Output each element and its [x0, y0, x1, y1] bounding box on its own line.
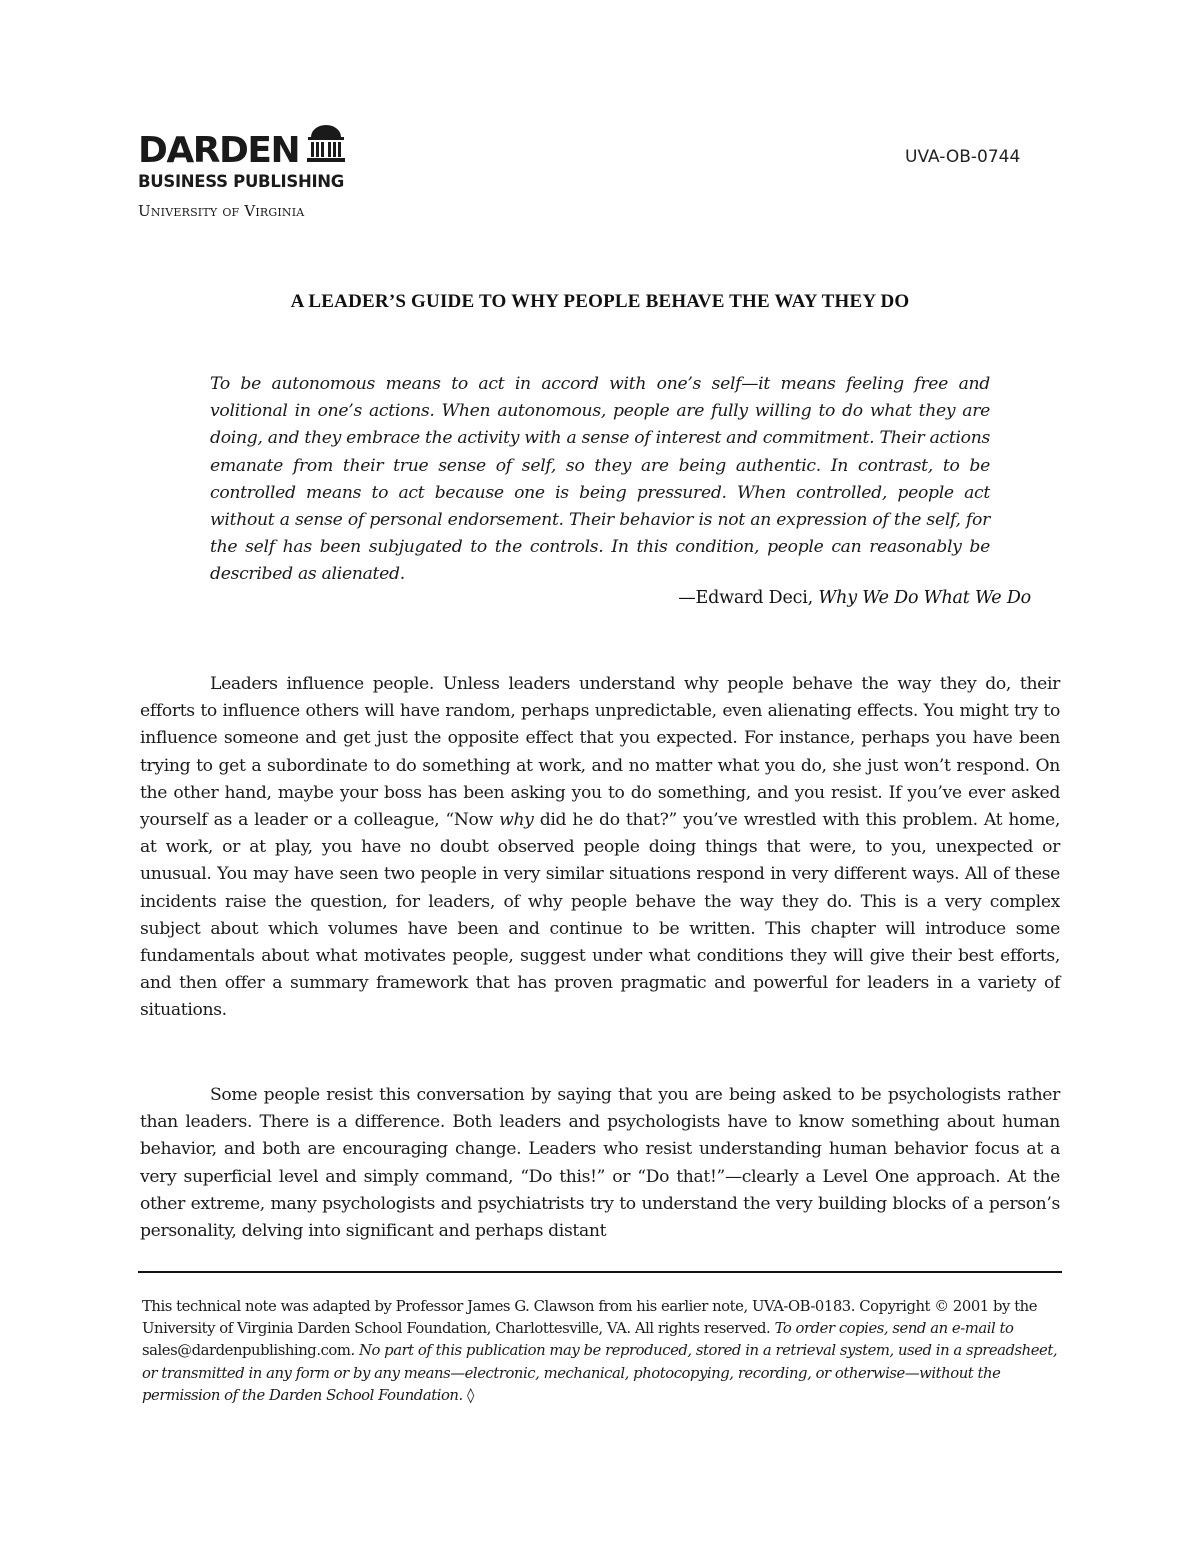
body-paragraph-1	[140, 671, 1060, 1025]
logo-business-publishing: BUSINESS PUBLISHING	[138, 172, 345, 191]
footnote-divider	[138, 1271, 1062, 1273]
logo-darden-text: DARDEN	[138, 130, 300, 171]
epigraph-quote: To be autonomous means to act in accord with one’s self—it means feeling free and volitional in one’s actions. When autonomous, people are fully willing to do what they are doing, and they embrace the activity with a sense of interest and commitment. Their actions emanate from their true sense of self, so they are being authentic. In contrast, to be controlled means to act because one is being pressured. When controlled, people act without a sense of personal endorsement. Their behavior is not an expression of the self, for the self has been subjugated to the controls. In this condition, people can reasonably be described as alienated.	[210, 374, 990, 585]
end-mark-icon: ◊	[462, 1386, 474, 1404]
p1-part-b: did he do that?” you’ve wrestled with this problem. At home, at work, or at play, you have no doubt observed people doing things that were, to you, unexpected or unusual. You may have seen two people in very similar situations respond in very different ways. All of these incidents raise the question, for leaders, of why people behave the way they do. This is a very complex subject about which volumes have been and continue to be written. This chapter will introduce some fundamentals about what motivates people, suggest under what conditions they will give their best efforts, and then offer a summary framework that has proven pragmatic and powerful for leaders in a variety of situations.	[140, 810, 1060, 1021]
darden-logo	[138, 126, 358, 220]
body-paragraph-2: Some people resist this conversation by saying that you are being asked to be psychologists rather than leaders. There is a difference. Both leaders and psychologists have to know something about human behavior, and both are encouraging change. Leaders who resist understanding human behavior focus at a very superficial level and simply command, “Do this!” or “Do that!”—clearly a Level One approach. At the other extreme, many psychologists and psychiatrists try to understand the very building blocks of a person’s personality, delving into significant and perhaps distant	[140, 1085, 1060, 1242]
p1-emphasis: why	[499, 810, 534, 831]
footnote-email-link[interactable]: sales@dardenpublishing.com	[142, 1342, 351, 1360]
rotunda-icon	[303, 123, 349, 168]
footnote-order-text: To order copies, send an e-mail to	[774, 1320, 1014, 1338]
footnote-rights-text: . No part of this publication may be reproduced, stored in a retrieval system, used in a spreadsheet, or transmitted in any form or by any means—electronic, mechanical, photocopying, recording, or otherwise—without the permission of the Darden School Foundation.	[142, 1342, 1058, 1404]
attribution-author: —Edward Deci,	[678, 588, 819, 608]
footnote	[142, 1296, 1060, 1407]
logo-university: University of Virginia	[138, 202, 305, 220]
attribution-book: Why We Do What We Do	[818, 588, 1031, 608]
document-title: A LEADER’S GUIDE TO WHY PEOPLE BEHAVE THE WAY THEY DO	[290, 291, 910, 312]
document-code: UVA-OB-0744	[905, 147, 1021, 167]
p1-part-a: Leaders influence people. Unless leaders understand why people behave the way they do, their efforts to influence others will have random, perhaps unpredictable, even alienating effects. You might try to influence someone and get just the opposite effect that you expected. For instance, perhaps you have been trying to get a subordinate to do something at work, and no matter what you do, she just won’t respond. On the other hand, maybe your boss has been asking you to do something, and you resist. If you’ve ever asked yourself as a leader or a colleague, “Now	[140, 674, 1060, 831]
epigraph-attribution	[678, 588, 1031, 608]
footnote-plain: This technical note was adapted by Professor James G. Clawson from his earlier note, UVA-OB-0183. Copyright © 2001 by the University of Virginia Darden School Foundation, Charlottesville, VA. All rights reserved.	[142, 1298, 1038, 1338]
